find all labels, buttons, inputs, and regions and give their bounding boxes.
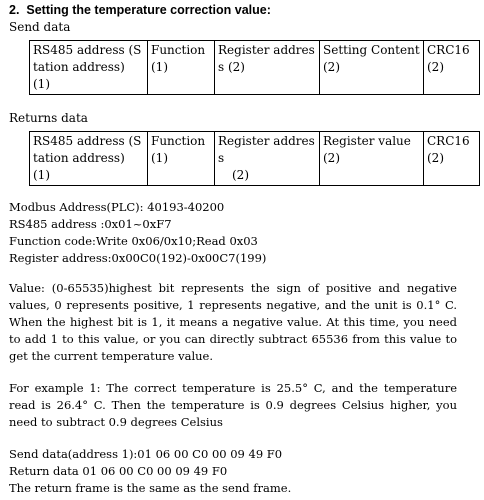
function-code-line: Function code:Write 0x06/0x10;Read 0x03: [9, 234, 258, 248]
return-cell-crc16: CRC16(2): [424, 132, 480, 186]
returns-data-table: [29, 131, 480, 186]
return-cell-register-address-line1: Register address: [218, 134, 315, 165]
send-cell-crc16: CRC16(2): [424, 41, 480, 95]
return-frame-note: The return frame is the same as the send frame.: [9, 481, 292, 495]
send-data-example-line: Send data(address 1):01 06 00 C0 00 09 49 F0: [9, 447, 283, 461]
return-cell-register-value: Register value (2): [320, 132, 424, 186]
table-row: [30, 132, 480, 186]
return-cell-register-address-line2: (2): [232, 168, 249, 182]
return-cell-rs485: RS485 address (Station address) (1): [30, 132, 148, 186]
rs485-address-line: RS485 address :0x01~0xF7: [9, 217, 172, 231]
table-row: [30, 41, 480, 95]
modbus-address-line: Modbus Address(PLC): 40193-40200: [9, 200, 225, 214]
send-cell-function: Function (1): [148, 41, 215, 95]
send-data-label: Send data: [9, 20, 71, 34]
send-cell-setting-content: Setting Content (2): [320, 41, 424, 95]
send-cell-rs485: RS485 address (Station address) (1): [30, 41, 148, 95]
returns-data-label: Returns data: [9, 111, 88, 125]
return-data-example-line: Return data 01 06 00 C0 00 09 49 F0: [9, 464, 228, 478]
return-cell-register-address: [215, 132, 320, 186]
send-cell-register-address: Register address (2): [215, 41, 320, 95]
example-paragraph: For example 1: The correct temperature is 25.5° C, and the temperature read is 26.4° C. Then the temperature is 0.9 degrees Celsius higher, you need to subtract 0.9 degrees Celsius: [9, 381, 457, 429]
return-cell-function: Function (1): [148, 132, 215, 186]
register-address-line: Register address:0x00C0(192)-0x00C7(199): [9, 251, 267, 265]
section-heading: 2. Setting the temperature correction value:: [9, 3, 271, 17]
value-description-paragraph: Value: (0-65535)highest bit represents the sign of positive and negative values, 0 represents positive, 1 represents negative, and the unit is 0.1° C. When the highest bit is 1, it means a negative value. At this time, you need to add 1 to this value, or you can directly subtract 65536 from this value to get the current temperature value.: [9, 281, 457, 363]
send-data-table: [29, 40, 480, 95]
